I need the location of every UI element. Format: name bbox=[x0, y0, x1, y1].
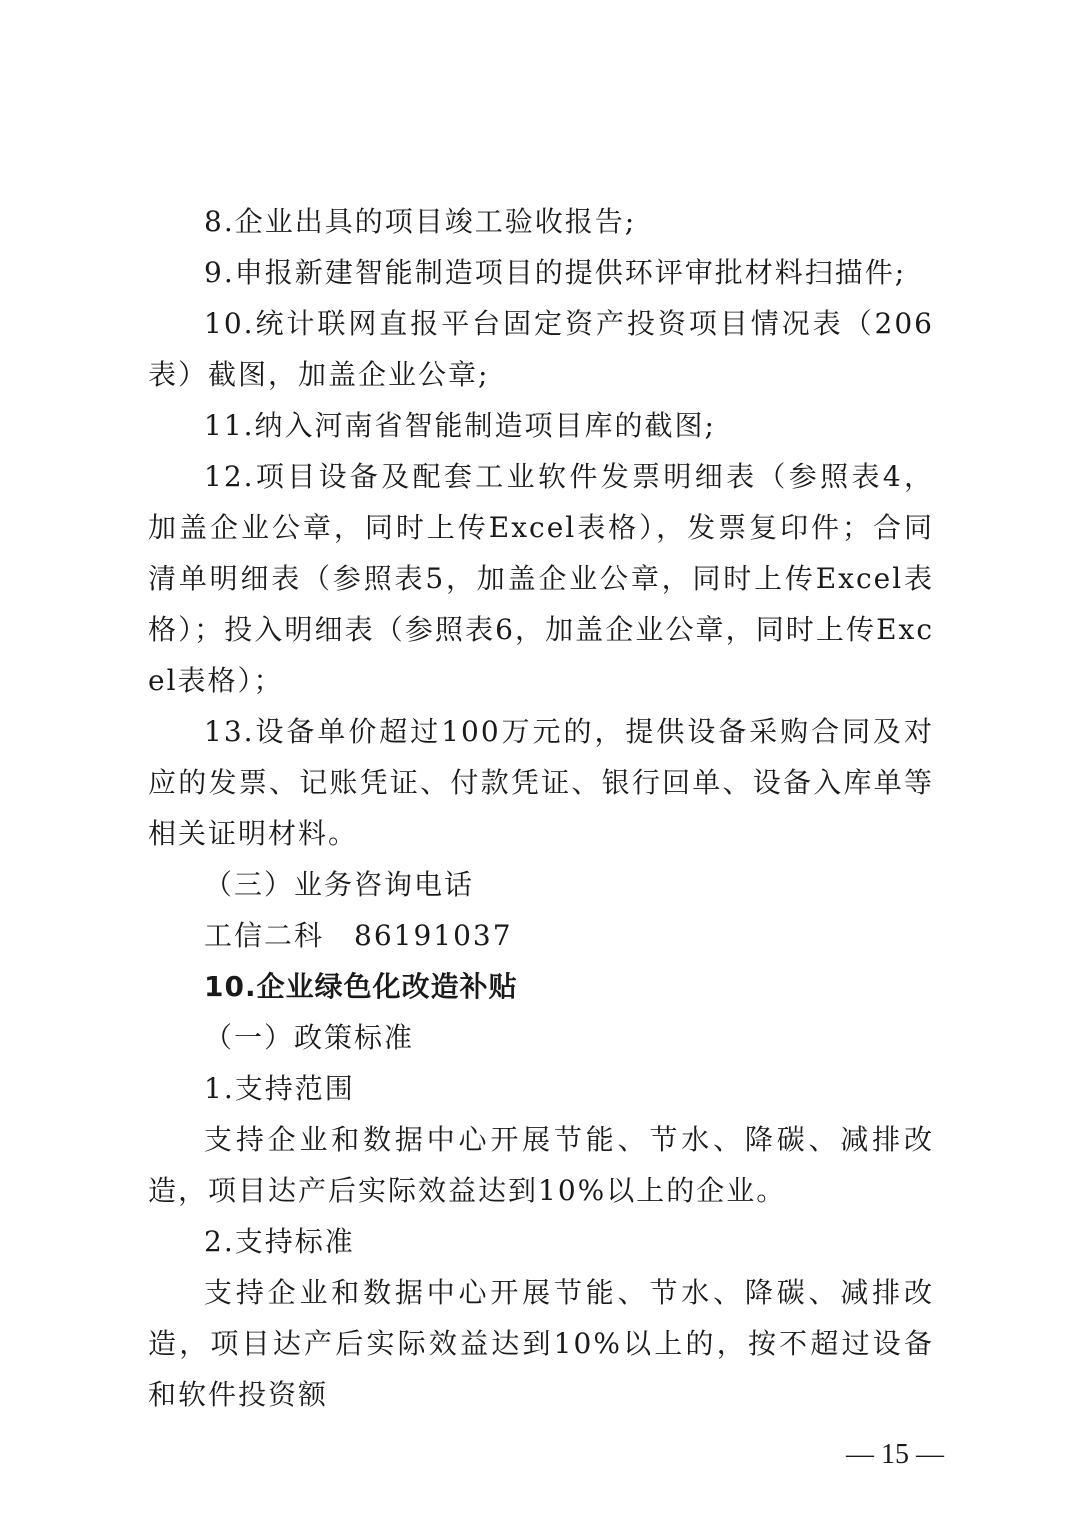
support-scope-text: 支持企业和数据中心开展节能、节水、降碳、减排改造，项目达产后实际效益达到10%以上的企业。 bbox=[148, 1123, 934, 1207]
policy-title-green-transformation: 10.企业绿色化改造补贴 bbox=[204, 970, 518, 1003]
support-standard-text: 支持企业和数据中心开展节能、节水、降碳、减排改造，项目达产后实际效益达到10%以上的，按不超过设备和软件投资额 bbox=[148, 1276, 934, 1411]
item-9: 9.申报新建智能制造项目的提供环评审批材料扫描件; bbox=[204, 256, 907, 289]
subheading-support-scope: 1.支持范围 bbox=[204, 1072, 355, 1105]
item-11: 11.纳入河南省智能制造项目库的截图; bbox=[204, 409, 716, 442]
item-13: 13.设备单价超过100万元的，提供设备采购合同及对应的发票、记账凭证、付款凭证、银行回单、设备入库单等相关证明材料。 bbox=[148, 715, 934, 850]
page-body bbox=[148, 196, 934, 1420]
consultation-phone: 工信二科 86191037 bbox=[204, 919, 513, 952]
item-12: 12.项目设备及配套工业软件发票明细表（参照表4，加盖企业公章，同时上传Excel表格），发票复印件；合同清单明细表（参照表5，加盖企业公章，同时上传Excel表格）；投入明细表（参照表6，加盖企业公章，同时上传Excel表格）； bbox=[148, 460, 934, 697]
section-heading-policy-standard: （一）政策标准 bbox=[204, 1021, 415, 1054]
subheading-support-standard: 2.支持标准 bbox=[204, 1225, 355, 1258]
section-heading-consultation: （三）业务咨询电话 bbox=[204, 868, 475, 901]
item-10: 10.统计联网直报平台固定资产投资项目情况表（206表）截图，加盖企业公章; bbox=[148, 307, 934, 391]
page-number: — 15 — bbox=[846, 1439, 944, 1470]
item-8: 8.企业出具的项目竣工验收报告; bbox=[204, 205, 637, 238]
